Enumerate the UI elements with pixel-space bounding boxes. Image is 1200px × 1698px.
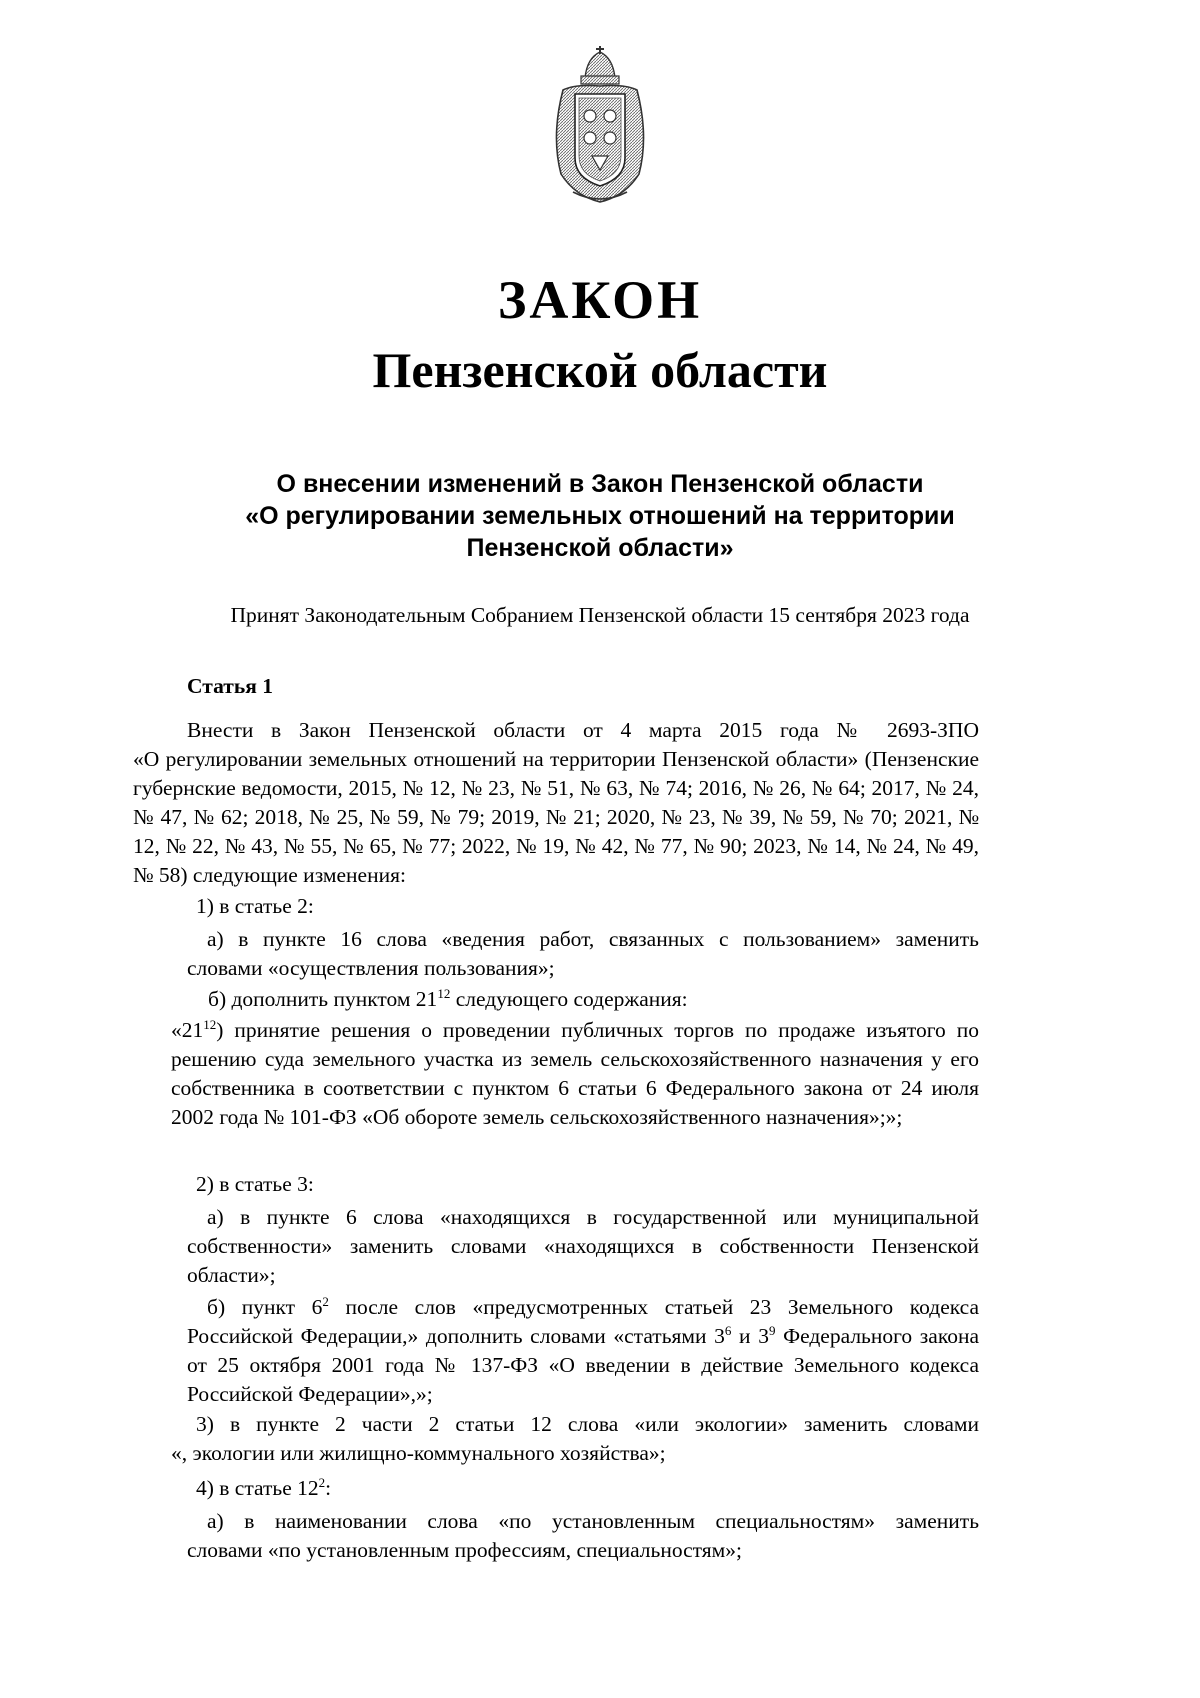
item-2b-text: б) пункт 6 [207,1295,323,1319]
region-subtitle: Пензенской области [372,342,828,398]
item-2-label: 2) в статье 3: [196,1172,314,1196]
item-4a-first-line: а) в наименовании слова «по установленным специальностям» заменить [207,1509,979,1533]
item-4a-rest: словами «по установленным профессиям, специальностям»; [187,1538,743,1562]
item-2b-text: Федерального закона от 25 октября 2001 года № 137-ФЗ «О введении в действие Земельного кодекса Российской Федерации»,»; [187,1324,979,1406]
item-1-label: 1) в статье 2: [196,894,314,918]
adoption-note: Принят Законодательным Собранием Пензенской области 15 сентября 2023 года [230,603,970,627]
item-3-first-line: 3) в пункте 2 части 2 статьи 12 слова «или экологии» заменить словами [196,1412,979,1436]
item-2a-rest: собственности» заменить словами «находящихся в собственности Пензенской области»; [187,1234,979,1287]
law-subject-heading [150,468,1050,564]
superscript: 12 [203,1016,217,1032]
superscript: 9 [768,1322,776,1338]
intro-first-line: Внести в Закон Пензенской области от 4 марта 2015 года № 2693-ЗПО [187,718,979,742]
item-2b [187,1293,979,1409]
article-heading: Статья 1 [187,674,273,698]
superscript: 2 [322,1293,329,1309]
intro-paragraph: «О регулировании земельных отношений на территории Пензенской области» (Пензенские губернские ведомости, 2015, № 12, № 23, № 51, № 63, № 74; 2016, № 26, № 64; 2017, № 24, № 47, № 62; 2018, № 25, № 59, № 79; 2019, № 21; 2020, № 23, № 39, № 59, № 70; 2021, № 12, № 22, № 43, № 55, № 65, № 77; 2022, № 19, № 42, № 77, № 90; 2023, № 14, № 24, № 49, № 58) следующие изменения: [133,747,979,887]
subject-line: «О регулировании земельных отношений на территории [245,502,955,530]
law-title: ЗАКОН [497,270,703,330]
item-1b [208,985,979,1014]
quote-text: «21 [171,1018,204,1042]
quote-text: ) принятие решения о проведении публичных торгов по продаже изъятого по решению суда земельного участка из земель сельскохозяйственного назначения у его собственника в соответствии с пунктом 6 статьи 6 Федерального закона от 24 июля 2002 года № 101-ФЗ «Об обороте земель сельскохозяйственного назначения»;»; [171,1018,979,1129]
superscript: 2 [318,1474,326,1490]
item-2a-first-line: а) в пункте 6 слова «находящихся в государственной или муниципальной [207,1205,979,1229]
item-1a-first-line: а) в пункте 16 слова «ведения работ, связанных с пользованием» заменить [207,927,979,951]
item-4-label [196,1474,596,1503]
subject-line: Пензенской области» [466,534,734,562]
item-4-text: 4) в статье 12 [196,1476,319,1500]
item-4-text: : [325,1476,332,1500]
item-2b-text: после слов «предусмотренных статьей 23 Земельного кодекса Российской Федерации,» дополнить словами «статьями 3 [187,1295,980,1348]
item-1a-rest: словами «осуществления пользования»; [187,956,555,980]
item-1b-quoted-text [171,1016,979,1132]
item-1b-text: следующего содержания: [450,987,688,1011]
item-2b-text: и 3 [731,1324,769,1348]
item-3-rest: «, экологии или жилищно-коммунального хозяйства»; [171,1441,666,1465]
item-1b-text: б) дополнить пунктом 21 [208,987,438,1011]
subject-line: О внесении изменений в Закон Пензенской области [276,470,924,498]
superscript: 12 [437,985,451,1001]
superscript: 6 [724,1322,732,1338]
coat-of-arms-emblem [545,46,655,206]
